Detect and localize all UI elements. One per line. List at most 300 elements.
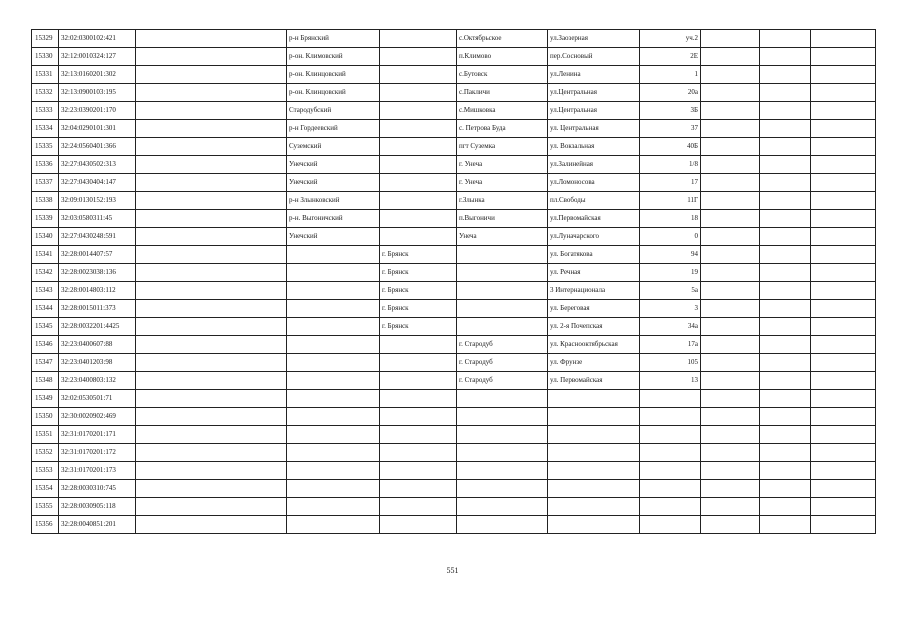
district-cell: р-н Брянский: [287, 30, 380, 48]
empty-cell: [811, 174, 876, 192]
street-cell: ул. 2-я Почепская: [548, 318, 640, 336]
street-cell: ул. Первомайская: [548, 372, 640, 390]
street-cell: [548, 498, 640, 516]
city-cell: [380, 462, 457, 480]
street-cell: [548, 480, 640, 498]
empty-cell: [811, 66, 876, 84]
district-cell: [287, 390, 380, 408]
empty-cell: [811, 426, 876, 444]
empty-cell: [811, 138, 876, 156]
cadastral-number-cell: 32:28:0014803:112: [59, 282, 136, 300]
row-number-cell: 15329: [32, 30, 59, 48]
table-row: [32, 174, 876, 192]
page-number: 551: [446, 566, 459, 575]
house-number-cell: 19: [640, 264, 701, 282]
cadastral-number-cell: 32:13:0900103:195: [59, 84, 136, 102]
house-number-cell: [640, 480, 701, 498]
empty-cell: [760, 390, 811, 408]
empty-cell: [701, 174, 760, 192]
row-number-cell: 15346: [32, 336, 59, 354]
table-row: [32, 462, 876, 480]
house-number-cell: уч.2: [640, 30, 701, 48]
empty-cell: [760, 282, 811, 300]
settlement-cell: с. Петрова Буда: [457, 120, 548, 138]
empty-cell: [136, 498, 287, 516]
street-cell: ул. Фрунзе: [548, 354, 640, 372]
empty-cell: [136, 174, 287, 192]
row-number-cell: 15347: [32, 354, 59, 372]
district-cell: [287, 480, 380, 498]
street-cell: ул.Центральная: [548, 84, 640, 102]
cadastral-number-cell: 32:23:0400607:88: [59, 336, 136, 354]
street-cell: ул.Заозерная: [548, 30, 640, 48]
empty-cell: [701, 138, 760, 156]
street-cell: ул.Залинейная: [548, 156, 640, 174]
city-cell: [380, 228, 457, 246]
settlement-cell: г. Стародуб: [457, 354, 548, 372]
city-cell: [380, 516, 457, 534]
house-number-cell: 105: [640, 354, 701, 372]
row-number-cell: 15336: [32, 156, 59, 174]
house-number-cell: 20а: [640, 84, 701, 102]
row-number-cell: 15355: [32, 498, 59, 516]
table-row: [32, 228, 876, 246]
empty-cell: [136, 66, 287, 84]
row-number-cell: 15334: [32, 120, 59, 138]
table-row: [32, 498, 876, 516]
empty-cell: [136, 30, 287, 48]
district-cell: Унечский: [287, 156, 380, 174]
table-row: [32, 48, 876, 66]
settlement-cell: [457, 300, 548, 318]
empty-cell: [701, 264, 760, 282]
street-cell: пер.Сосновый: [548, 48, 640, 66]
district-cell: [287, 372, 380, 390]
table-row: [32, 246, 876, 264]
district-cell: р-н Злынковский: [287, 192, 380, 210]
cadastral-number-cell: 32:23:0390201:170: [59, 102, 136, 120]
empty-cell: [701, 210, 760, 228]
district-cell: [287, 282, 380, 300]
empty-cell: [760, 84, 811, 102]
house-number-cell: 18: [640, 210, 701, 228]
empty-cell: [136, 408, 287, 426]
cadastral-number-cell: 32:12:0010324:127: [59, 48, 136, 66]
district-cell: [287, 444, 380, 462]
street-cell: [548, 408, 640, 426]
row-number-cell: 15337: [32, 174, 59, 192]
house-number-cell: 11Г: [640, 192, 701, 210]
settlement-cell: [457, 498, 548, 516]
empty-cell: [760, 48, 811, 66]
empty-cell: [136, 120, 287, 138]
settlement-cell: г. Унеча: [457, 174, 548, 192]
empty-cell: [701, 372, 760, 390]
district-cell: [287, 318, 380, 336]
empty-cell: [701, 156, 760, 174]
city-cell: [380, 138, 457, 156]
table-row: [32, 156, 876, 174]
table-row: [32, 318, 876, 336]
street-cell: ул. Богатякова: [548, 246, 640, 264]
table-row: [32, 120, 876, 138]
settlement-cell: пгт Суземка: [457, 138, 548, 156]
empty-cell: [760, 66, 811, 84]
city-cell: [380, 120, 457, 138]
row-number-cell: 15333: [32, 102, 59, 120]
empty-cell: [811, 192, 876, 210]
cadastral-number-cell: 32:02:0300102:421: [59, 30, 136, 48]
city-cell: [380, 102, 457, 120]
table-row: [32, 426, 876, 444]
empty-cell: [811, 516, 876, 534]
settlement-cell: [457, 246, 548, 264]
cadastral-number-cell: 32:31:0170201:171: [59, 426, 136, 444]
empty-cell: [760, 462, 811, 480]
cadastral-number-cell: 32:31:0170201:173: [59, 462, 136, 480]
cadastral-number-cell: 32:31:0170201:172: [59, 444, 136, 462]
settlement-cell: [457, 480, 548, 498]
district-cell: [287, 264, 380, 282]
house-number-cell: 3: [640, 300, 701, 318]
city-cell: [380, 498, 457, 516]
empty-cell: [136, 264, 287, 282]
district-cell: р-он. Клинцовский: [287, 84, 380, 102]
empty-cell: [760, 210, 811, 228]
table-row: [32, 102, 876, 120]
house-number-cell: [640, 498, 701, 516]
district-cell: р-н Гордеевский: [287, 120, 380, 138]
street-cell: ул. Красноoктябрьская: [548, 336, 640, 354]
empty-cell: [136, 462, 287, 480]
table-row: [32, 30, 876, 48]
empty-cell: [811, 390, 876, 408]
city-cell: [380, 84, 457, 102]
settlement-cell: [457, 516, 548, 534]
city-cell: [380, 444, 457, 462]
cadastral-number-cell: 32:02:0530501:71: [59, 390, 136, 408]
city-cell: г. Брянск: [380, 246, 457, 264]
table-row: [32, 192, 876, 210]
empty-cell: [136, 444, 287, 462]
house-number-cell: 3Б: [640, 102, 701, 120]
row-number-cell: 15344: [32, 300, 59, 318]
house-number-cell: [640, 408, 701, 426]
street-cell: ул.Центральная: [548, 102, 640, 120]
street-cell: [548, 516, 640, 534]
empty-cell: [811, 354, 876, 372]
street-cell: ул.Луначарского: [548, 228, 640, 246]
row-number-cell: 15341: [32, 246, 59, 264]
empty-cell: [811, 228, 876, 246]
row-number-cell: 15340: [32, 228, 59, 246]
settlement-cell: г. Стародуб: [457, 372, 548, 390]
row-number-cell: 15338: [32, 192, 59, 210]
cadastral-number-cell: 32:28:0023038:136: [59, 264, 136, 282]
row-number-cell: 15353: [32, 462, 59, 480]
empty-cell: [701, 30, 760, 48]
row-number-cell: 15348: [32, 372, 59, 390]
cadastral-number-cell: 32:28:0014407:57: [59, 246, 136, 264]
empty-cell: [701, 300, 760, 318]
district-cell: р-он. Климовский: [287, 48, 380, 66]
city-cell: [380, 372, 457, 390]
street-cell: ул.Первомайская: [548, 210, 640, 228]
empty-cell: [701, 246, 760, 264]
row-number-cell: 15342: [32, 264, 59, 282]
street-cell: ул.Ломоносова: [548, 174, 640, 192]
settlement-cell: [457, 390, 548, 408]
empty-cell: [760, 408, 811, 426]
street-cell: [548, 462, 640, 480]
table-row: [32, 372, 876, 390]
row-number-cell: 15352: [32, 444, 59, 462]
city-cell: г. Брянск: [380, 300, 457, 318]
row-number-cell: 15335: [32, 138, 59, 156]
city-cell: г. Брянск: [380, 282, 457, 300]
table-row: [32, 390, 876, 408]
empty-cell: [760, 426, 811, 444]
settlement-cell: п.Выгоничи: [457, 210, 548, 228]
house-number-cell: 17: [640, 174, 701, 192]
empty-cell: [136, 228, 287, 246]
empty-cell: [701, 228, 760, 246]
empty-cell: [760, 354, 811, 372]
city-cell: г. Брянск: [380, 318, 457, 336]
house-number-cell: [640, 426, 701, 444]
city-cell: [380, 174, 457, 192]
empty-cell: [701, 318, 760, 336]
empty-cell: [136, 300, 287, 318]
empty-cell: [811, 462, 876, 480]
empty-cell: [811, 318, 876, 336]
street-cell: пл.Свободы: [548, 192, 640, 210]
empty-cell: [701, 84, 760, 102]
empty-cell: [701, 480, 760, 498]
house-number-cell: 37: [640, 120, 701, 138]
district-cell: [287, 246, 380, 264]
cadastral-number-cell: 32:24:0560401:366: [59, 138, 136, 156]
empty-cell: [811, 102, 876, 120]
settlement-cell: [457, 408, 548, 426]
city-cell: г. Брянск: [380, 264, 457, 282]
city-cell: [380, 426, 457, 444]
empty-cell: [136, 480, 287, 498]
settlement-cell: г. Стародуб: [457, 336, 548, 354]
house-number-cell: [640, 390, 701, 408]
empty-cell: [811, 246, 876, 264]
district-cell: [287, 498, 380, 516]
district-cell: Суземский: [287, 138, 380, 156]
city-cell: [380, 480, 457, 498]
district-cell: р-он. Клинцовский: [287, 66, 380, 84]
empty-cell: [760, 336, 811, 354]
empty-cell: [760, 156, 811, 174]
district-cell: [287, 354, 380, 372]
district-cell: [287, 426, 380, 444]
empty-cell: [701, 102, 760, 120]
city-cell: [380, 156, 457, 174]
empty-cell: [701, 354, 760, 372]
row-number-cell: 15331: [32, 66, 59, 84]
cadastral-number-cell: 32:27:0430502:313: [59, 156, 136, 174]
district-cell: [287, 336, 380, 354]
cadastral-number-cell: 32:28:0040851:201: [59, 516, 136, 534]
house-number-cell: 1: [640, 66, 701, 84]
house-number-cell: 2Е: [640, 48, 701, 66]
table-row: [32, 516, 876, 534]
street-cell: [548, 426, 640, 444]
street-cell: ул. Центральная: [548, 120, 640, 138]
city-cell: [380, 192, 457, 210]
empty-cell: [701, 444, 760, 462]
row-number-cell: 15354: [32, 480, 59, 498]
city-cell: [380, 30, 457, 48]
empty-cell: [701, 336, 760, 354]
house-number-cell: 17а: [640, 336, 701, 354]
empty-cell: [701, 408, 760, 426]
district-cell: Стародубский: [287, 102, 380, 120]
table-row: [32, 354, 876, 372]
table-row: [32, 300, 876, 318]
settlement-cell: г. Унеча: [457, 156, 548, 174]
empty-cell: [811, 156, 876, 174]
table-row: [32, 282, 876, 300]
empty-cell: [136, 192, 287, 210]
street-cell: ул.Ленина: [548, 66, 640, 84]
empty-cell: [136, 354, 287, 372]
table-row: [32, 408, 876, 426]
street-cell: ул. Береговая: [548, 300, 640, 318]
street-cell: [548, 390, 640, 408]
empty-cell: [811, 264, 876, 282]
settlement-cell: с.Пакличи: [457, 84, 548, 102]
city-cell: [380, 66, 457, 84]
cadastral-number-cell: 32:27:0430248:591: [59, 228, 136, 246]
empty-cell: [701, 516, 760, 534]
house-number-cell: [640, 444, 701, 462]
empty-cell: [701, 48, 760, 66]
city-cell: [380, 210, 457, 228]
house-number-cell: 5а: [640, 282, 701, 300]
empty-cell: [760, 480, 811, 498]
empty-cell: [136, 372, 287, 390]
city-cell: [380, 48, 457, 66]
street-cell: [548, 444, 640, 462]
house-number-cell: 40Б: [640, 138, 701, 156]
empty-cell: [136, 84, 287, 102]
settlement-cell: [457, 318, 548, 336]
city-cell: [380, 354, 457, 372]
empty-cell: [701, 462, 760, 480]
district-cell: [287, 300, 380, 318]
cadastral-number-cell: 32:28:0030310:745: [59, 480, 136, 498]
empty-cell: [811, 48, 876, 66]
house-number-cell: 34а: [640, 318, 701, 336]
cadastral-number-cell: 32:30:0020902:469: [59, 408, 136, 426]
district-cell: Унечский: [287, 174, 380, 192]
table-row: [32, 264, 876, 282]
house-number-cell: [640, 516, 701, 534]
empty-cell: [701, 192, 760, 210]
empty-cell: [760, 138, 811, 156]
house-number-cell: 94: [640, 246, 701, 264]
empty-cell: [811, 30, 876, 48]
empty-cell: [811, 282, 876, 300]
settlement-cell: с.Мишковка: [457, 102, 548, 120]
empty-cell: [760, 300, 811, 318]
empty-cell: [136, 102, 287, 120]
empty-cell: [701, 282, 760, 300]
settlement-cell: Унеча: [457, 228, 548, 246]
empty-cell: [760, 516, 811, 534]
row-number-cell: 15351: [32, 426, 59, 444]
row-number-cell: 15350: [32, 408, 59, 426]
empty-cell: [136, 48, 287, 66]
street-cell: ул. Вокзальная: [548, 138, 640, 156]
empty-cell: [136, 246, 287, 264]
empty-cell: [136, 210, 287, 228]
row-number-cell: 15332: [32, 84, 59, 102]
table-row: [32, 444, 876, 462]
empty-cell: [701, 390, 760, 408]
cadastral-number-cell: 32:23:0400803:132: [59, 372, 136, 390]
city-cell: [380, 336, 457, 354]
empty-cell: [811, 84, 876, 102]
street-cell: 3 Интернационала: [548, 282, 640, 300]
empty-cell: [760, 192, 811, 210]
cadastral-number-cell: 32:13:0160201:302: [59, 66, 136, 84]
cadastral-number-cell: 32:04:0290101:301: [59, 120, 136, 138]
empty-cell: [811, 498, 876, 516]
empty-cell: [760, 246, 811, 264]
district-cell: р-н. Выгоничский: [287, 210, 380, 228]
empty-cell: [701, 426, 760, 444]
empty-cell: [760, 102, 811, 120]
registry-table: [31, 29, 876, 534]
empty-cell: [760, 30, 811, 48]
settlement-cell: [457, 264, 548, 282]
cadastral-number-cell: 32:28:0015011:373: [59, 300, 136, 318]
row-number-cell: 15330: [32, 48, 59, 66]
empty-cell: [760, 444, 811, 462]
empty-cell: [760, 372, 811, 390]
table-row: [32, 480, 876, 498]
row-number-cell: 15339: [32, 210, 59, 228]
empty-cell: [136, 426, 287, 444]
settlement-cell: [457, 426, 548, 444]
district-cell: Унечский: [287, 228, 380, 246]
empty-cell: [811, 210, 876, 228]
empty-cell: [760, 318, 811, 336]
empty-cell: [136, 336, 287, 354]
empty-cell: [701, 66, 760, 84]
district-cell: [287, 408, 380, 426]
empty-cell: [136, 390, 287, 408]
empty-cell: [701, 120, 760, 138]
cadastral-number-cell: 32:28:0030905:118: [59, 498, 136, 516]
city-cell: [380, 408, 457, 426]
empty-cell: [811, 300, 876, 318]
settlement-cell: [457, 282, 548, 300]
house-number-cell: [640, 462, 701, 480]
empty-cell: [760, 228, 811, 246]
table-row: [32, 336, 876, 354]
house-number-cell: 1/8: [640, 156, 701, 174]
cadastral-number-cell: 32:09:0130152:193: [59, 192, 136, 210]
row-number-cell: 15349: [32, 390, 59, 408]
empty-cell: [760, 174, 811, 192]
